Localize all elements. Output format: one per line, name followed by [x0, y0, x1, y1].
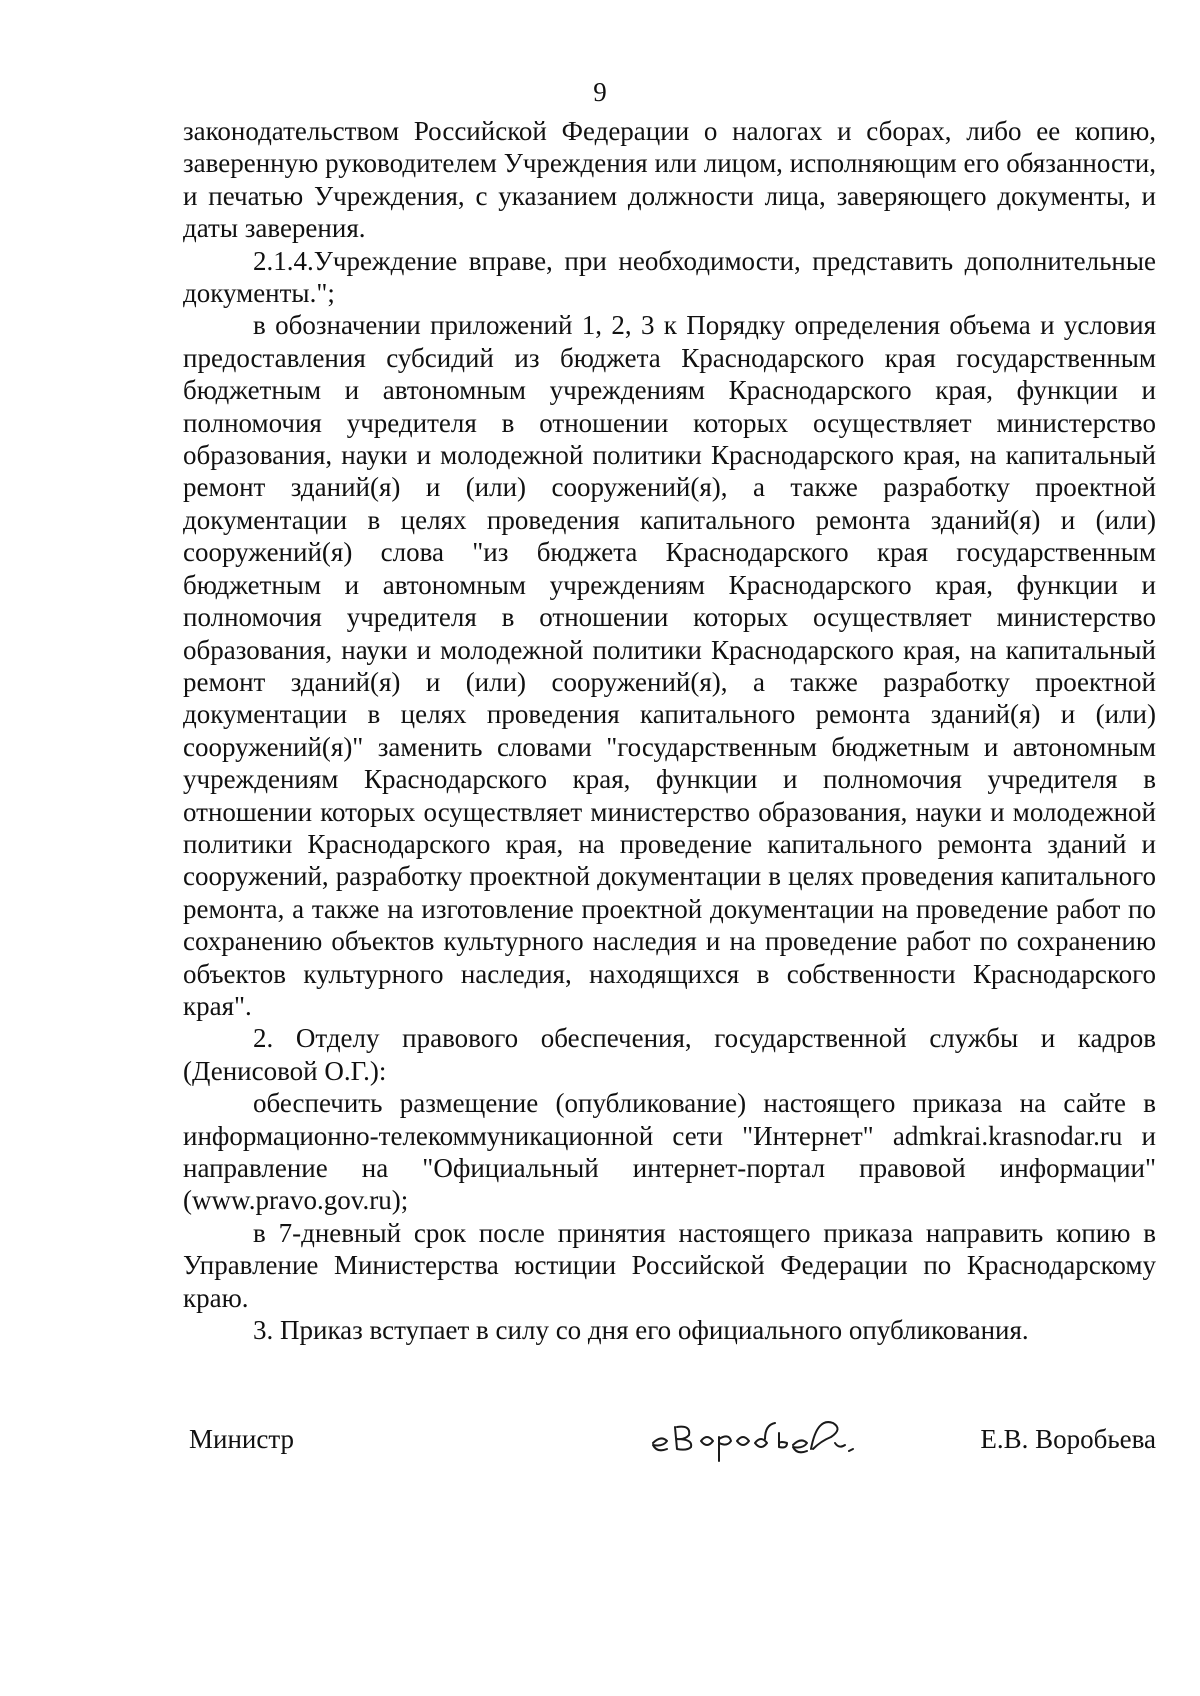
document-body — [183, 115, 1156, 1346]
paragraph-2-1-4: 2.1.4.Учреждение вправе, при необходимости, представить дополнительные документы."; — [183, 245, 1156, 309]
paragraph-3-effective: 3. Приказ вступает в силу со дня его официального опубликования. — [253, 1315, 1029, 1346]
paragraph-2-legal-department: 2. Отделу правового обеспечения, государственной службы и кадров (Денисовой О.Г.): — [183, 1023, 1156, 1086]
paragraph-appendices-rename: в обозначении приложений 1, 2, 3 к Порядку определения объема и условия предоставления субсидий из бюджета Краснодарского края государственным бюджетным и автономным учреждениям Краснодарского края, функции и полномочия учредителя в отношении которых осуществляет министерство образования, науки и молодежной политики Краснодарского края, на капитальный ремонт зданий(я) и (или) сооружений(я), а также разработку проектной документации в целях проведения капитального ремонта зданий(я) и (или) сооружений(я) слова "из бюджета Краснодарского края государственным бюджетным и автономным учреждениям Краснодарского края, функции и полномочия учредителя в отношении которых осуществляет министерство образования, науки и молодежной политики Краснодарского края, на капитальный ремонт зданий(я) и (или) сооружений(я), а также разработку проектной документации в целях проведения капитального ремонта зданий(я) и (или) сооружений(я)" заменить словами "государственным бюджетным и автономным учреждениям Краснодарского края, функции и полномочия учредителя в отношении которых осуществляет министерство образования, науки и молодежной политики Краснодарского края, на проведение капитального ремонта зданий и сооружений, разработку проектной документации в целях проведения капитального ремонта, а также на изготовление проектной документации на проведение работ по сохранению объектов культурного наследия и на проведение работ по сохранению объектов культурного наследия, находящихся в собственности Краснодарского края". — [183, 310, 1156, 1021]
paragraph-ministry-of-justice: в 7-дневный срок после принятия настоящего приказа направить копию в Управление Министерства юстиции Российской Федерации по Краснодарскому краю. — [183, 1217, 1156, 1313]
signer-title: Министр — [189, 1424, 294, 1454]
signer-name: Е.В. Воробьева — [980, 1424, 1156, 1454]
handwritten-signature — [643, 1403, 913, 1473]
paragraph-publication: обеспечить размещение (опубликование) настоящего приказа на сайте в информационно-телекоммуникационной сети "Интернет" admkrai.krasnodar.ru и направление на "Официальный интернет-портал правовой информации" (www.pravo.gov.ru); — [183, 1088, 1156, 1216]
signature-block — [183, 1405, 1156, 1465]
page-number: 9 — [593, 77, 607, 107]
paragraph-1-continuation: законодательством Российской Федерации о налогах и сборах, либо ее копию, заверенную руководителем Учреждения или лицом, исполняющим его обязанности, и печатью Учреждения, с указанием должности лица, заверяющего документы, и даты заверения. — [183, 116, 1156, 244]
